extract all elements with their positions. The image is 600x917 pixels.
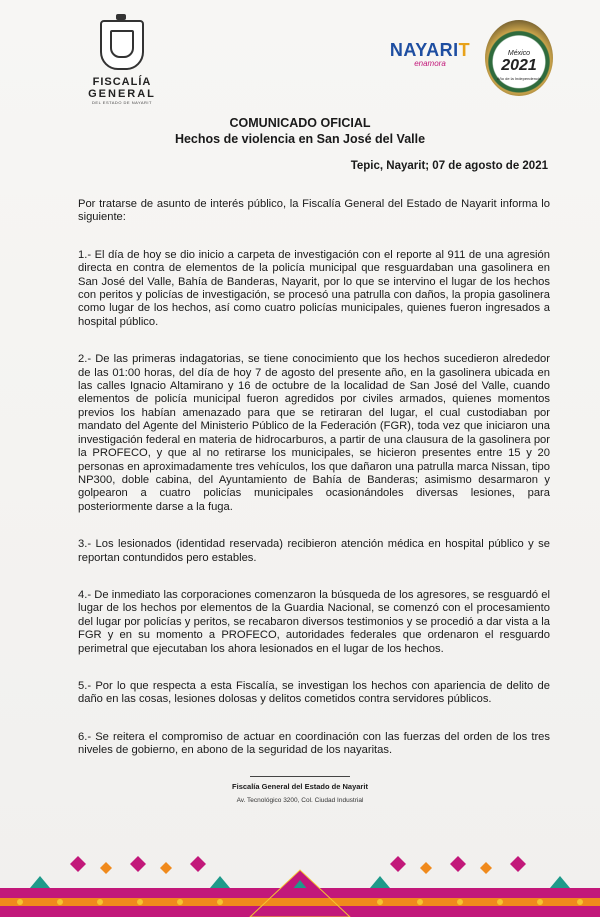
document-body: [78, 198, 550, 758]
signature-rule: [250, 776, 350, 777]
signature-address: Av. Tecnológico 3200, Col. Ciudad Industrial: [236, 797, 364, 804]
state-seal-icon: [100, 20, 144, 70]
fiscalia-logo-line3: DEL ESTADO DE NAYARIT: [92, 100, 152, 105]
nayarit-logo: [380, 40, 480, 68]
nayarit-wordmark-a: NAYARI: [389, 40, 459, 60]
paragraph-3: 3.- Los lesionados (identidad reservada) recibieron atención médica en hospital público y se reportan contundidos pero estables.: [78, 538, 550, 564]
nayarit-wordmark: [380, 40, 480, 61]
document-title-block: [0, 115, 600, 147]
mexico-2021-line2: 2021: [501, 57, 537, 74]
document-subtitle: Hechos de violencia en San José del Valle: [174, 132, 426, 146]
nayarit-tagline: enamora: [414, 59, 446, 68]
paragraph-intro: Por tratarse de asunto de interés público, la Fiscalía General del Estado de Nayarit informa lo siguiente:: [78, 198, 550, 224]
mexico-2021-line3: Año de la Independencia: [496, 76, 542, 81]
paragraph-1: 1.- El día de hoy se dio inicio a carpeta de investigación con el reporte al 911 de una agresión directa en contra de elementos de la policía municipal que resguardaban una gasolinera en San José del Valle, Bahía de Banderas, Nayarit, por lo que se intervino el lugar de los hechos con peritos y policías de investigación, se procesó una patrulla con daños, la propia gasolinera como lugar de los hechos, así como cuatro policías municipales, quienes fueron ingresados a hospital público.: [78, 248, 550, 328]
signature-block: [0, 776, 600, 804]
fiscalia-logo-line1: FISCALÍA: [92, 76, 152, 88]
signature-name: Fiscalía General del Estado de Nayarit: [232, 782, 368, 791]
dateline: Tepic, Nayarit; 07 de agosto de 2021: [350, 160, 548, 172]
paragraph-2: 2.- De las primeras indagatorias, se tiene conocimiento que los hechos sucedieron alrededor de las 01:00 horas, del día de hoy 7 de agosto del presente año, en la gasolinera ubicada en las calles Ignacio Altamirano y 16 de octubre de la localidad de San José del Valle, cuando elementos de policía municipal fueron agredidos por civiles armados, quienes momentos previos los habían amenazado para que se retiraran del lugar, el cual custodiaban por mandato del Agente del Ministerio Público de la Federación (FGR), toda vez que iniciaron una investigación federal en materia de hidrocarburos, a partir de una clausura de la gasolinera por la PROFECO, y que al no retirarse los municipales, se hicieron presentes entre 15 y 20 personas en aproximadamente tres vehículos, los que dañaron una patrulla marca Nissan, tipo NP300, doble cabina, del Ayuntamiento de Bahía de Banderas; asimismo desarmaron y golpearon a cuatro policías municipales ocasionándoles diversas lesiones, para posteriormente darse a la fuga.: [78, 353, 550, 513]
huichol-pattern-icon: [0, 850, 600, 917]
fiscalia-logo: [82, 20, 162, 108]
paragraph-6: 6.- Se reitera el compromiso de actuar en coordinación con las fuerzas del orden de los tres niveles de gobierno, en abono de la seguridad de los nayaritas.: [78, 730, 550, 757]
mexico-2021-emblem-icon: [485, 20, 553, 96]
paragraph-4: 4.- De inmediato las corporaciones comenzaron la búsqueda de los agresores, se resguardó el lugar de los hechos por elementos de la Guardia Nacional, se comenzó con el procesamiento del lugar por policías y peritos, se recabaron diversos testimonios y se procedió a dar vista a la FGR y en su momento a PROFECO, autoridades federales que ordenaron el resguardo perimetral que ejecutaban los ahora lesionados en el lugar de los hechos.: [78, 588, 550, 655]
mexico-2021-line1: México: [507, 50, 531, 57]
fiscalia-logo-line2: GENERAL: [88, 88, 156, 100]
paragraph-5: 5.- Por lo que respecta a esta Fiscalía, se investigan los hechos con apariencia de delito de daño en las cosas, lesiones dolosas y delitos cometidos contra servidores públicos.: [78, 679, 550, 706]
nayarit-wordmark-b: T: [458, 40, 471, 60]
document-title: COMUNICADO OFICIAL: [229, 116, 371, 130]
